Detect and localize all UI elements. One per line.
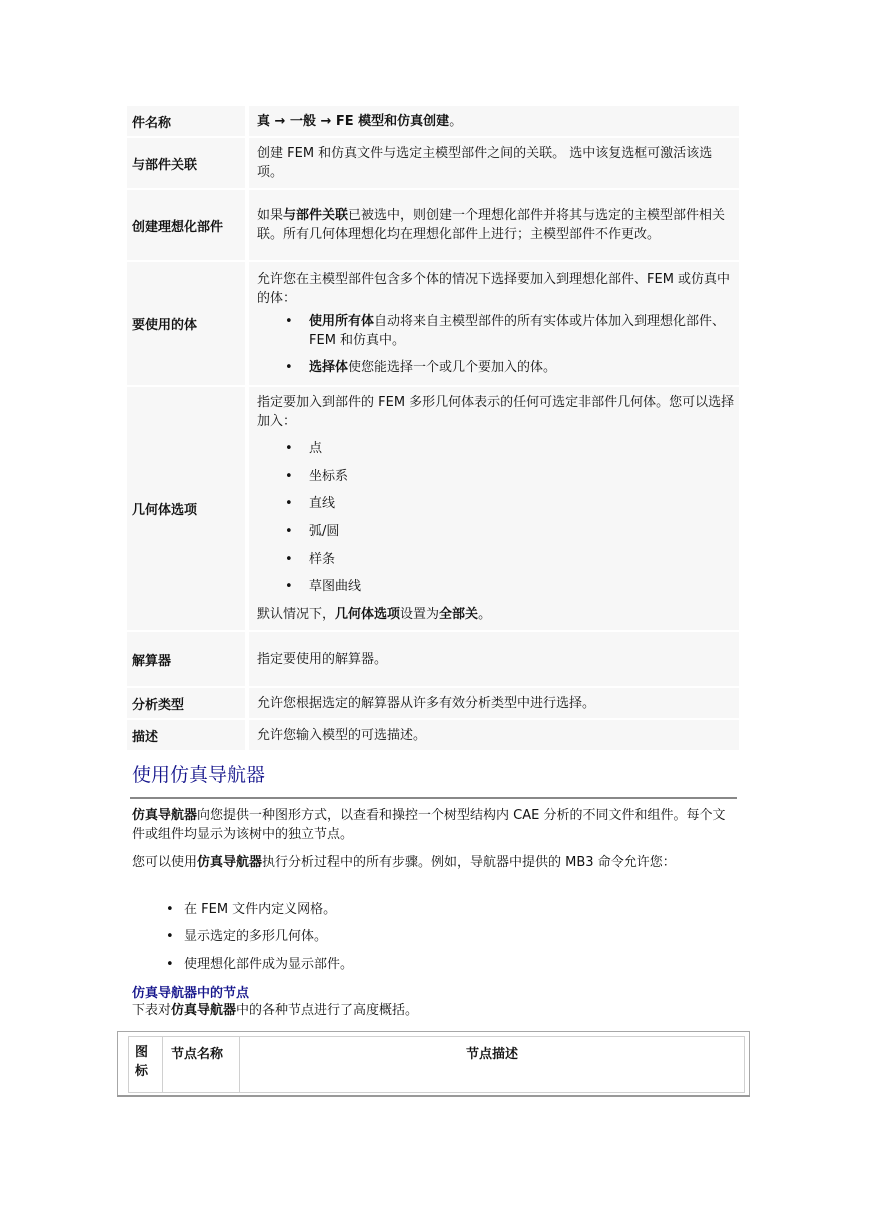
list-item: • 坐标系 — [309, 467, 735, 486]
section-divider — [130, 797, 737, 799]
option-intro: 指定要加入到部件的 FEM 多形几何体表示的任何可选定非部件几何体。您可以选择加入： — [257, 395, 735, 430]
list-item: • 使用所有体自动将来自主模型部件的所有实体或片体加入到理想化部件、FEM 和仿真中。 — [309, 312, 735, 350]
option-outro: 默认情况下，几何体选项设置为全部关。 — [257, 606, 492, 622]
geometry-list — [257, 439, 735, 596]
option-desc — [245, 387, 739, 630]
bodies-list — [257, 312, 735, 377]
option-name: 几何体选项 — [127, 387, 245, 630]
options-row — [127, 688, 739, 718]
options-row — [127, 262, 739, 385]
list-item: • 点 — [309, 439, 735, 458]
section-title: 使用仿真导航器 — [132, 764, 266, 786]
options-row — [127, 190, 739, 260]
options-row — [127, 138, 739, 188]
option-desc: 真 → 一般 → FE 模型和仿真创建。 — [245, 106, 739, 136]
list-item: • 直线 — [309, 494, 735, 513]
option-desc: 允许您输入模型的可选描述。 — [245, 720, 739, 750]
table-bottom-rule — [117, 1095, 750, 1097]
header-node-name: 节点名称 — [162, 1036, 240, 1093]
intro-paragraph: 仿真导航器向您提供一种图形方式，以查看和操控一个树型结构内 CAE 分析的不同文件和组件。每个文件或组件均显示为该树中的独立节点。 — [132, 808, 726, 842]
option-name: 件名称 — [127, 106, 245, 136]
options-table — [127, 104, 739, 752]
option-desc: 创建 FEM 和仿真文件与选定主模型部件之间的关联。 选中该复选框可激活该选项。 — [245, 138, 739, 188]
header-icon-label: 图标 — [135, 1045, 149, 1079]
option-intro: 允许您在主模型部件包含多个体的情况下选择要加入到理想化部件、FEM 或仿真中的体： — [257, 272, 731, 306]
subsection-heading: 仿真导航器中的节点 — [132, 986, 250, 1001]
options-row — [127, 632, 739, 686]
option-name: 描述 — [127, 720, 245, 750]
table-intro: 下表对仿真导航器中的各种节点进行了高度概括。 — [132, 1003, 419, 1018]
option-desc: 允许您根据选定的解算器从许多有效分析类型中进行选择。 — [245, 688, 739, 718]
list-item: • 选择体使您能选择一个或几个要加入的体。 — [309, 358, 735, 377]
header-node-desc: 节点描述 — [239, 1036, 745, 1093]
options-row — [127, 106, 739, 136]
header-icon — [128, 1036, 163, 1093]
usage-paragraph: 您可以使用仿真导航器执行分析过程中的所有步骤。例如，导航器中提供的 MB3 命令允许您： — [132, 855, 676, 870]
list-item: • 在 FEM 文件内定义网格。 — [184, 900, 336, 919]
option-name: 创建理想化部件 — [127, 190, 245, 260]
option-name: 与部件关联 — [127, 138, 245, 188]
list-item: • 弧/圆 — [309, 522, 735, 541]
node-table — [117, 1031, 750, 1096]
option-name: 解算器 — [127, 632, 245, 686]
option-desc: 指定要使用的解算器。 — [245, 632, 739, 686]
list-item: • 使理想化部件成为显示部件。 — [184, 955, 353, 974]
options-row — [127, 387, 739, 630]
option-name: 分析类型 — [127, 688, 245, 718]
list-item: • 草图曲线 — [309, 577, 735, 596]
option-desc — [245, 262, 739, 385]
option-desc: 如果与部件关联已被选中，则创建一个理想化部件并将其与选定的主模型部件相关联。所有几何体理想化均在理想化部件上进行；主模型部件不作更改。 — [245, 190, 739, 260]
list-item: • 显示选定的多形几何体。 — [184, 927, 327, 946]
option-name: 要使用的体 — [127, 262, 245, 385]
options-row — [127, 720, 739, 750]
list-item: • 样条 — [309, 550, 735, 569]
